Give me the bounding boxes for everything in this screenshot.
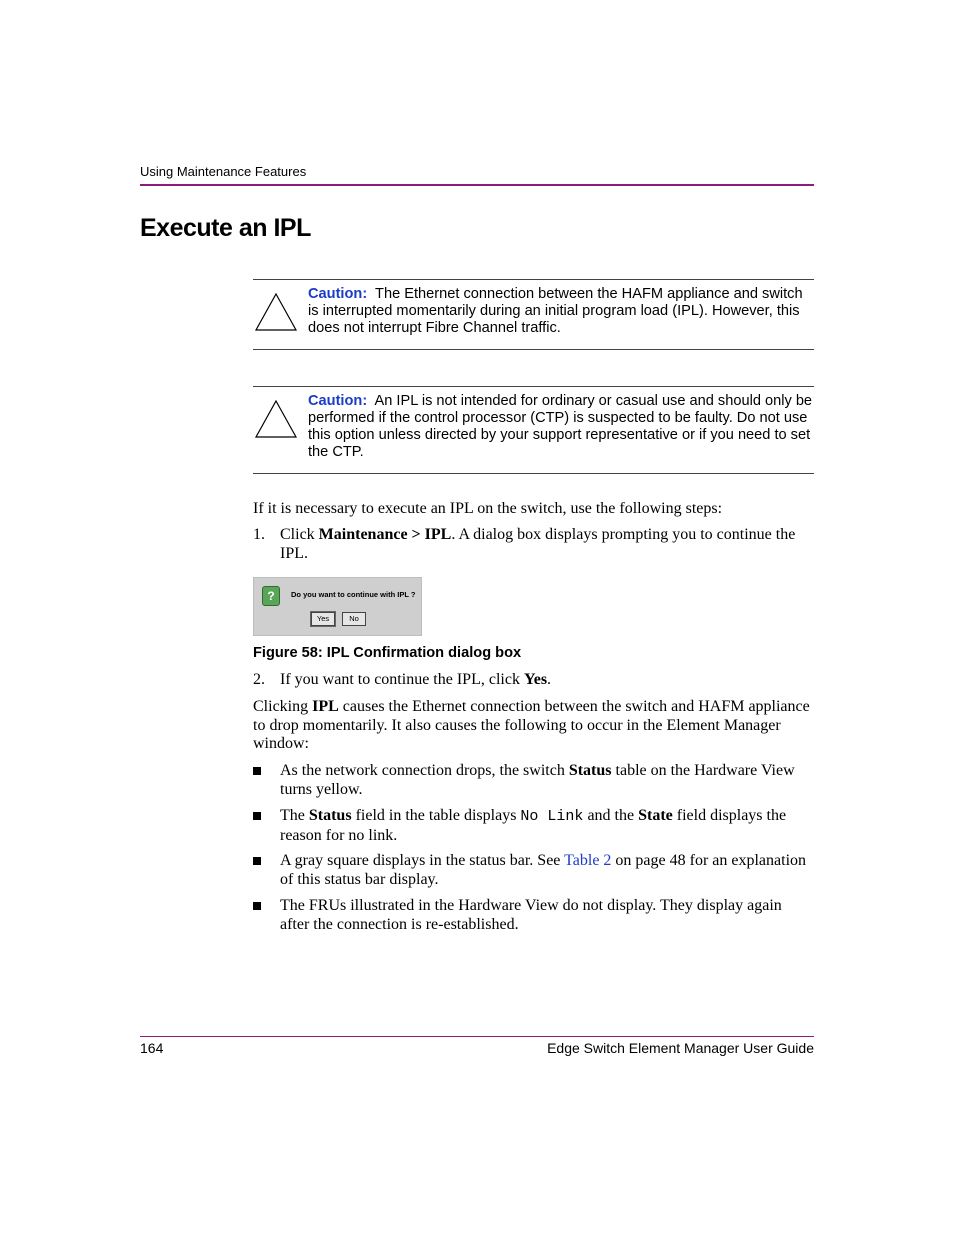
yes-button[interactable]: Yes [311, 612, 335, 626]
step-text: Click Maintenance > IPL. A dialog box displays prompting you to continue the IPL. [280, 526, 796, 562]
caution-body: An IPL is not intended for ordinary or casual use and should only be performed if the control processor (CTP) is suspected to be faulty. Do not use this option unless directed by your support representative or if you need to set the CTP. [308, 393, 813, 460]
step-text: If you want to continue the IPL, click Yes. [280, 671, 552, 688]
figure-caption: Figure 58: IPL Confirmation dialog box [253, 645, 522, 661]
footer-rule [140, 1036, 814, 1037]
header-rule [140, 184, 814, 186]
dialog-question: Do you want to continue with IPL ? [291, 590, 416, 599]
caution-label: Caution: [308, 393, 368, 409]
page-title: Execute an IPL [140, 214, 311, 242]
caution-triangle-icon [254, 399, 298, 439]
no-button[interactable]: No [342, 612, 366, 626]
caution-text-2 [308, 393, 814, 461]
running-header: Using Maintenance Features [140, 164, 307, 179]
bullet-square-icon [253, 902, 261, 910]
caution-triangle-icon [254, 292, 298, 332]
table-2-link[interactable]: Table 2 [564, 852, 612, 869]
step-number: 1. [253, 526, 265, 543]
page-number: 164 [140, 1040, 164, 1056]
bullet-square-icon [253, 767, 261, 775]
step-number: 2. [253, 671, 265, 688]
intro-paragraph: If it is necessary to execute an IPL on the switch, use the following steps: [253, 500, 723, 517]
yes-label: Yes [523, 671, 548, 688]
menu-path: Maintenance > IPL [318, 526, 452, 543]
clicking-paragraph: Clicking IPL causes the Ethernet connection between the switch and HAFM appliance to drop momentarily. It also causes the following to occur in the Element Manager window: [253, 698, 810, 752]
caution-body: The Ethernet connection between the HAFM appliance and switch is interrupted momentarily during an initial program load (IPL). However, this does not interrupt Fibre Channel traffic. [308, 286, 803, 336]
bullet-square-icon [253, 812, 261, 820]
caution-box-2 [253, 386, 814, 474]
caution-box-1 [253, 279, 814, 350]
document-title: Edge Switch Element Manager User Guide [547, 1040, 814, 1056]
ipl-confirmation-dialog [253, 577, 422, 636]
bullet-square-icon [253, 857, 261, 865]
caution-text-1 [308, 286, 814, 337]
caution-label: Caution: [308, 286, 368, 302]
question-icon: ? [262, 586, 280, 606]
code-text: No Link [520, 808, 584, 825]
